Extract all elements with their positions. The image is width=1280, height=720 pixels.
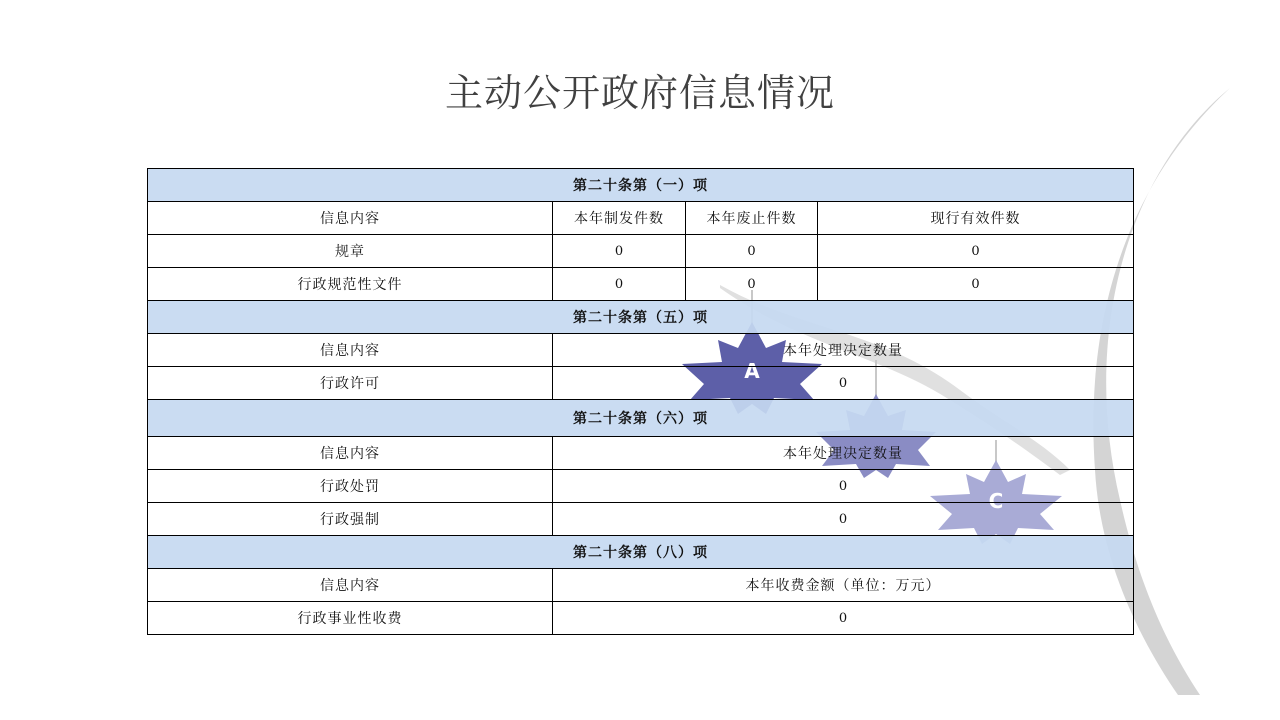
column-header-row [148,202,1134,235]
section-header-row [148,400,1134,437]
table-cell: 0 [553,503,1134,536]
column-header: 现行有效件数 [818,202,1134,235]
leaf-label-c: C [988,489,1004,513]
column-header: 本年处理决定数量 [553,334,1134,367]
column-header: 信息内容 [148,334,553,367]
table-cell: 0 [553,235,686,268]
table-cell: 0 [553,367,1134,400]
table-row [148,470,1134,503]
section-header-row [148,536,1134,569]
row-label: 行政规范性文件 [148,268,553,301]
page-title: 主动公开政府信息情况 [444,71,835,115]
table-cell: 0 [818,235,1134,268]
column-header-row [148,334,1134,367]
table-row [148,268,1134,301]
row-label: 行政处罚 [148,470,553,503]
column-header: 信息内容 [148,569,553,602]
column-header: 本年制发件数 [553,202,686,235]
section-heading: 第二十条第（八）项 [148,536,1134,569]
table-row [148,602,1134,635]
column-header-row [148,569,1134,602]
section-header-row [148,301,1134,334]
table-row [148,367,1134,400]
column-header-row [148,437,1134,470]
column-header: 信息内容 [148,437,553,470]
column-header: 本年处理决定数量 [553,437,1134,470]
table-cell: 0 [553,268,686,301]
table-cell: 0 [686,268,818,301]
section-heading: 第二十条第（一）项 [148,169,1134,202]
table-row [148,503,1134,536]
table-cell: 0 [553,602,1134,635]
column-header: 信息内容 [148,202,553,235]
section-heading: 第二十条第（五）项 [148,301,1134,334]
section-heading: 第二十条第（六）项 [148,400,1134,437]
row-label: 行政许可 [148,367,553,400]
section-header-row [148,169,1134,202]
row-label: 行政强制 [148,503,553,536]
leaf-label-a: A [744,359,760,383]
row-label: 规章 [148,235,553,268]
column-header: 本年废止件数 [686,202,818,235]
table-cell: 0 [553,470,1134,503]
table-cell: 0 [818,268,1134,301]
row-label: 行政事业性收费 [148,602,553,635]
info-table [147,168,1134,635]
column-header: 本年收费金额（单位：万元） [553,569,1134,602]
table-cell: 0 [686,235,818,268]
table-row [148,235,1134,268]
